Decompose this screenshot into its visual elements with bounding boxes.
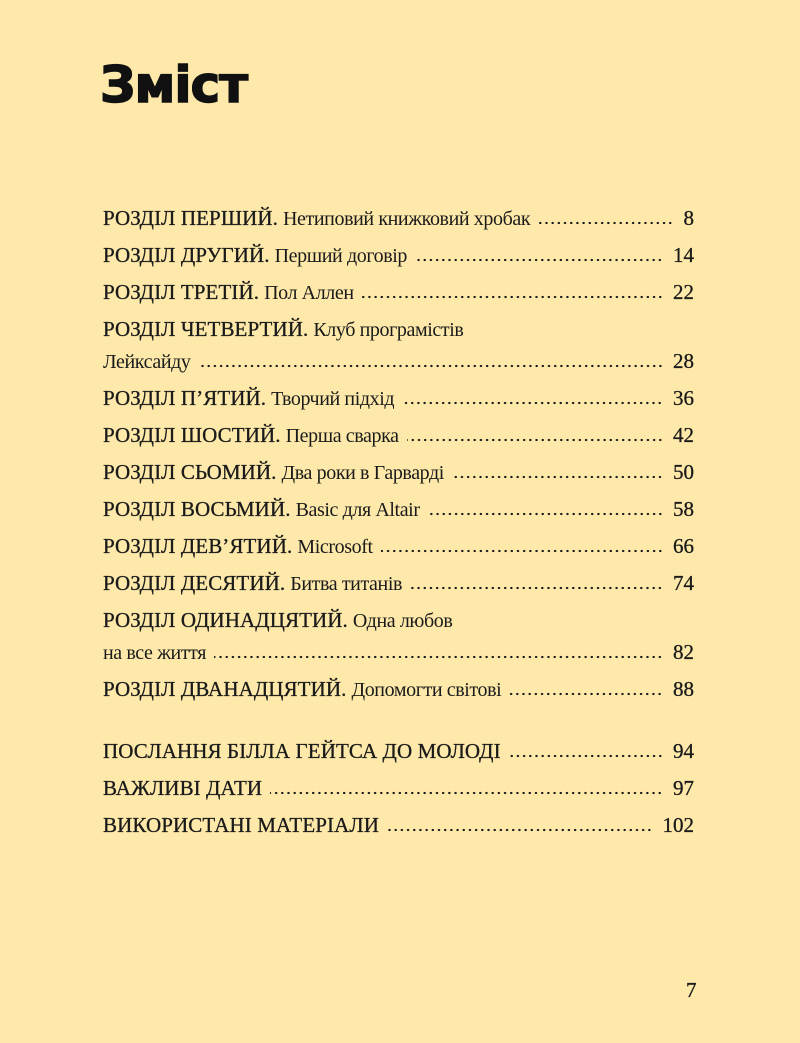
toc-entry-line: [103, 205, 694, 232]
toc-entry[interactable]: [103, 676, 694, 703]
toc-entry-line: [103, 738, 694, 765]
toc-entry-heading: РОЗДІЛ ДРУГИЙ.: [103, 243, 270, 267]
toc-entry-subtitle: Одна любов: [352, 610, 453, 632]
toc-entry[interactable]: [103, 385, 694, 412]
toc-entry-heading: РОЗДІЛ П’ЯТИЙ.: [103, 386, 267, 410]
toc-entry-heading: ВАЖЛИВІ ДАТИ: [103, 776, 263, 800]
dot-leader: [387, 828, 652, 832]
dot-leader: [428, 512, 663, 516]
toc-entry-heading: РОЗДІЛ ДЕСЯТИЙ.: [103, 571, 286, 595]
toc-entry[interactable]: [103, 279, 694, 306]
dot-leader: [509, 754, 663, 758]
dot-leader: [509, 692, 663, 696]
page-title: Зміст: [100, 56, 248, 114]
toc-entry-page: 42: [673, 423, 694, 447]
toc-entry-line: [103, 316, 694, 343]
dot-leader: [452, 475, 663, 479]
toc-entry[interactable]: [103, 570, 694, 597]
toc-entry[interactable]: [103, 459, 694, 486]
toc-entry-subtitle: Битва титанів: [290, 573, 403, 595]
toc-entry[interactable]: [103, 316, 694, 375]
toc-entry-page: 22: [673, 280, 694, 304]
toc-entry-page: 97: [673, 776, 694, 800]
toc-entry-line: [103, 533, 694, 560]
toc-entry-heading: РОЗДІЛ ТРЕТІЙ.: [103, 280, 260, 304]
toc-entry-page: 50: [673, 460, 694, 484]
dot-leader: [381, 549, 663, 553]
toc-entry-heading: РОЗДІЛ ДЕВ’ЯТИЙ.: [103, 534, 293, 558]
toc-entry-page: 8: [683, 206, 694, 230]
dot-leader: [214, 655, 663, 659]
toc-entry[interactable]: [103, 422, 694, 449]
toc-entry[interactable]: [103, 738, 694, 765]
toc-entry[interactable]: [103, 607, 694, 666]
dot-leader: [270, 791, 663, 795]
toc-entry[interactable]: [103, 533, 694, 560]
toc-entry-heading: РОЗДІЛ ШОСТИЙ.: [103, 423, 281, 447]
toc-entry-subtitle-continued: Лейксайду: [103, 351, 191, 373]
toc-entry-subtitle: Клуб програмістів: [313, 319, 464, 341]
toc-entry-subtitle: Microsoft: [297, 536, 373, 558]
toc-entry-subtitle: Перша сварка: [285, 425, 399, 447]
toc-entry-line: [103, 422, 694, 449]
toc-entry-line: [103, 496, 694, 523]
toc-entry-heading: РОЗДІЛ СЬОМИЙ.: [103, 460, 277, 484]
toc-entry-subtitle: Нетиповий книжковий хробак: [283, 208, 531, 230]
toc-entry-line: [103, 607, 694, 634]
toc-entry-page: 36: [673, 386, 694, 410]
toc-entry-line: [103, 385, 694, 412]
toc-entry[interactable]: [103, 812, 694, 839]
dot-leader: [362, 295, 663, 299]
toc-entry[interactable]: [103, 205, 694, 232]
toc-entry-heading: РОЗДІЛ ЧЕТВЕРТИЙ.: [103, 317, 309, 341]
toc-entry-subtitle: Перший договір: [274, 245, 408, 267]
toc-entry[interactable]: [103, 775, 694, 802]
toc-entry-page: 74: [673, 571, 694, 595]
toc-entry-subtitle: Два роки в Гарварді: [281, 462, 444, 484]
table-of-contents: [103, 205, 694, 849]
toc-entry-page: 58: [673, 497, 694, 521]
toc-entry-subtitle: Basic для Altair: [295, 499, 420, 521]
toc-entry-heading: РОЗДІЛ ДВАНАДЦЯТИЙ.: [103, 677, 347, 701]
toc-entry-page: 94: [673, 739, 694, 763]
toc-entry-heading: РОЗДІЛ ПЕРШИЙ.: [103, 206, 278, 230]
toc-entry-line: [103, 570, 694, 597]
toc-entry-heading: РОЗДІЛ ВОСЬМИЙ.: [103, 497, 291, 521]
toc-entry-subtitle: Допомогти світові: [351, 679, 502, 701]
dot-leader: [407, 438, 663, 442]
toc-entry-heading: ПОСЛАННЯ БІЛЛА ГЕЙТСА ДО МОЛОДІ: [103, 739, 501, 763]
toc-entry-line: [103, 459, 694, 486]
page-number: 7: [686, 978, 697, 1002]
toc-entry-subtitle: Пол Аллен: [264, 282, 354, 304]
toc-entry-subtitle-continued: на все життя: [103, 642, 207, 664]
toc-entry-page: 28: [673, 349, 694, 373]
dot-leader: [538, 221, 673, 225]
toc-entry-page: 102: [662, 813, 694, 837]
dot-leader: [402, 401, 663, 405]
dot-leader: [410, 586, 663, 590]
toc-entry-heading: РОЗДІЛ ОДИНАДЦЯТИЙ.: [103, 608, 348, 632]
toc-entry-line: [103, 639, 694, 666]
toc-entry-line: [103, 812, 694, 839]
dot-leader: [415, 258, 663, 262]
toc-entry-line: [103, 775, 694, 802]
toc-entry-line: [103, 242, 694, 269]
toc-entry-page: 82: [673, 640, 694, 664]
toc-entry-subtitle: Творчий підхід: [271, 388, 395, 410]
toc-entry[interactable]: [103, 496, 694, 523]
toc-entry-page: 88: [673, 677, 694, 701]
toc-entry-page: 66: [673, 534, 694, 558]
toc-entry[interactable]: [103, 242, 694, 269]
toc-entry-page: 14: [673, 243, 694, 267]
toc-entry-line: [103, 676, 694, 703]
toc-entry-line: [103, 348, 694, 375]
toc-entry-heading: ВИКОРИСТАНІ МАТЕРІАЛИ: [103, 813, 380, 837]
dot-leader: [199, 364, 663, 368]
toc-entry-line: [103, 279, 694, 306]
